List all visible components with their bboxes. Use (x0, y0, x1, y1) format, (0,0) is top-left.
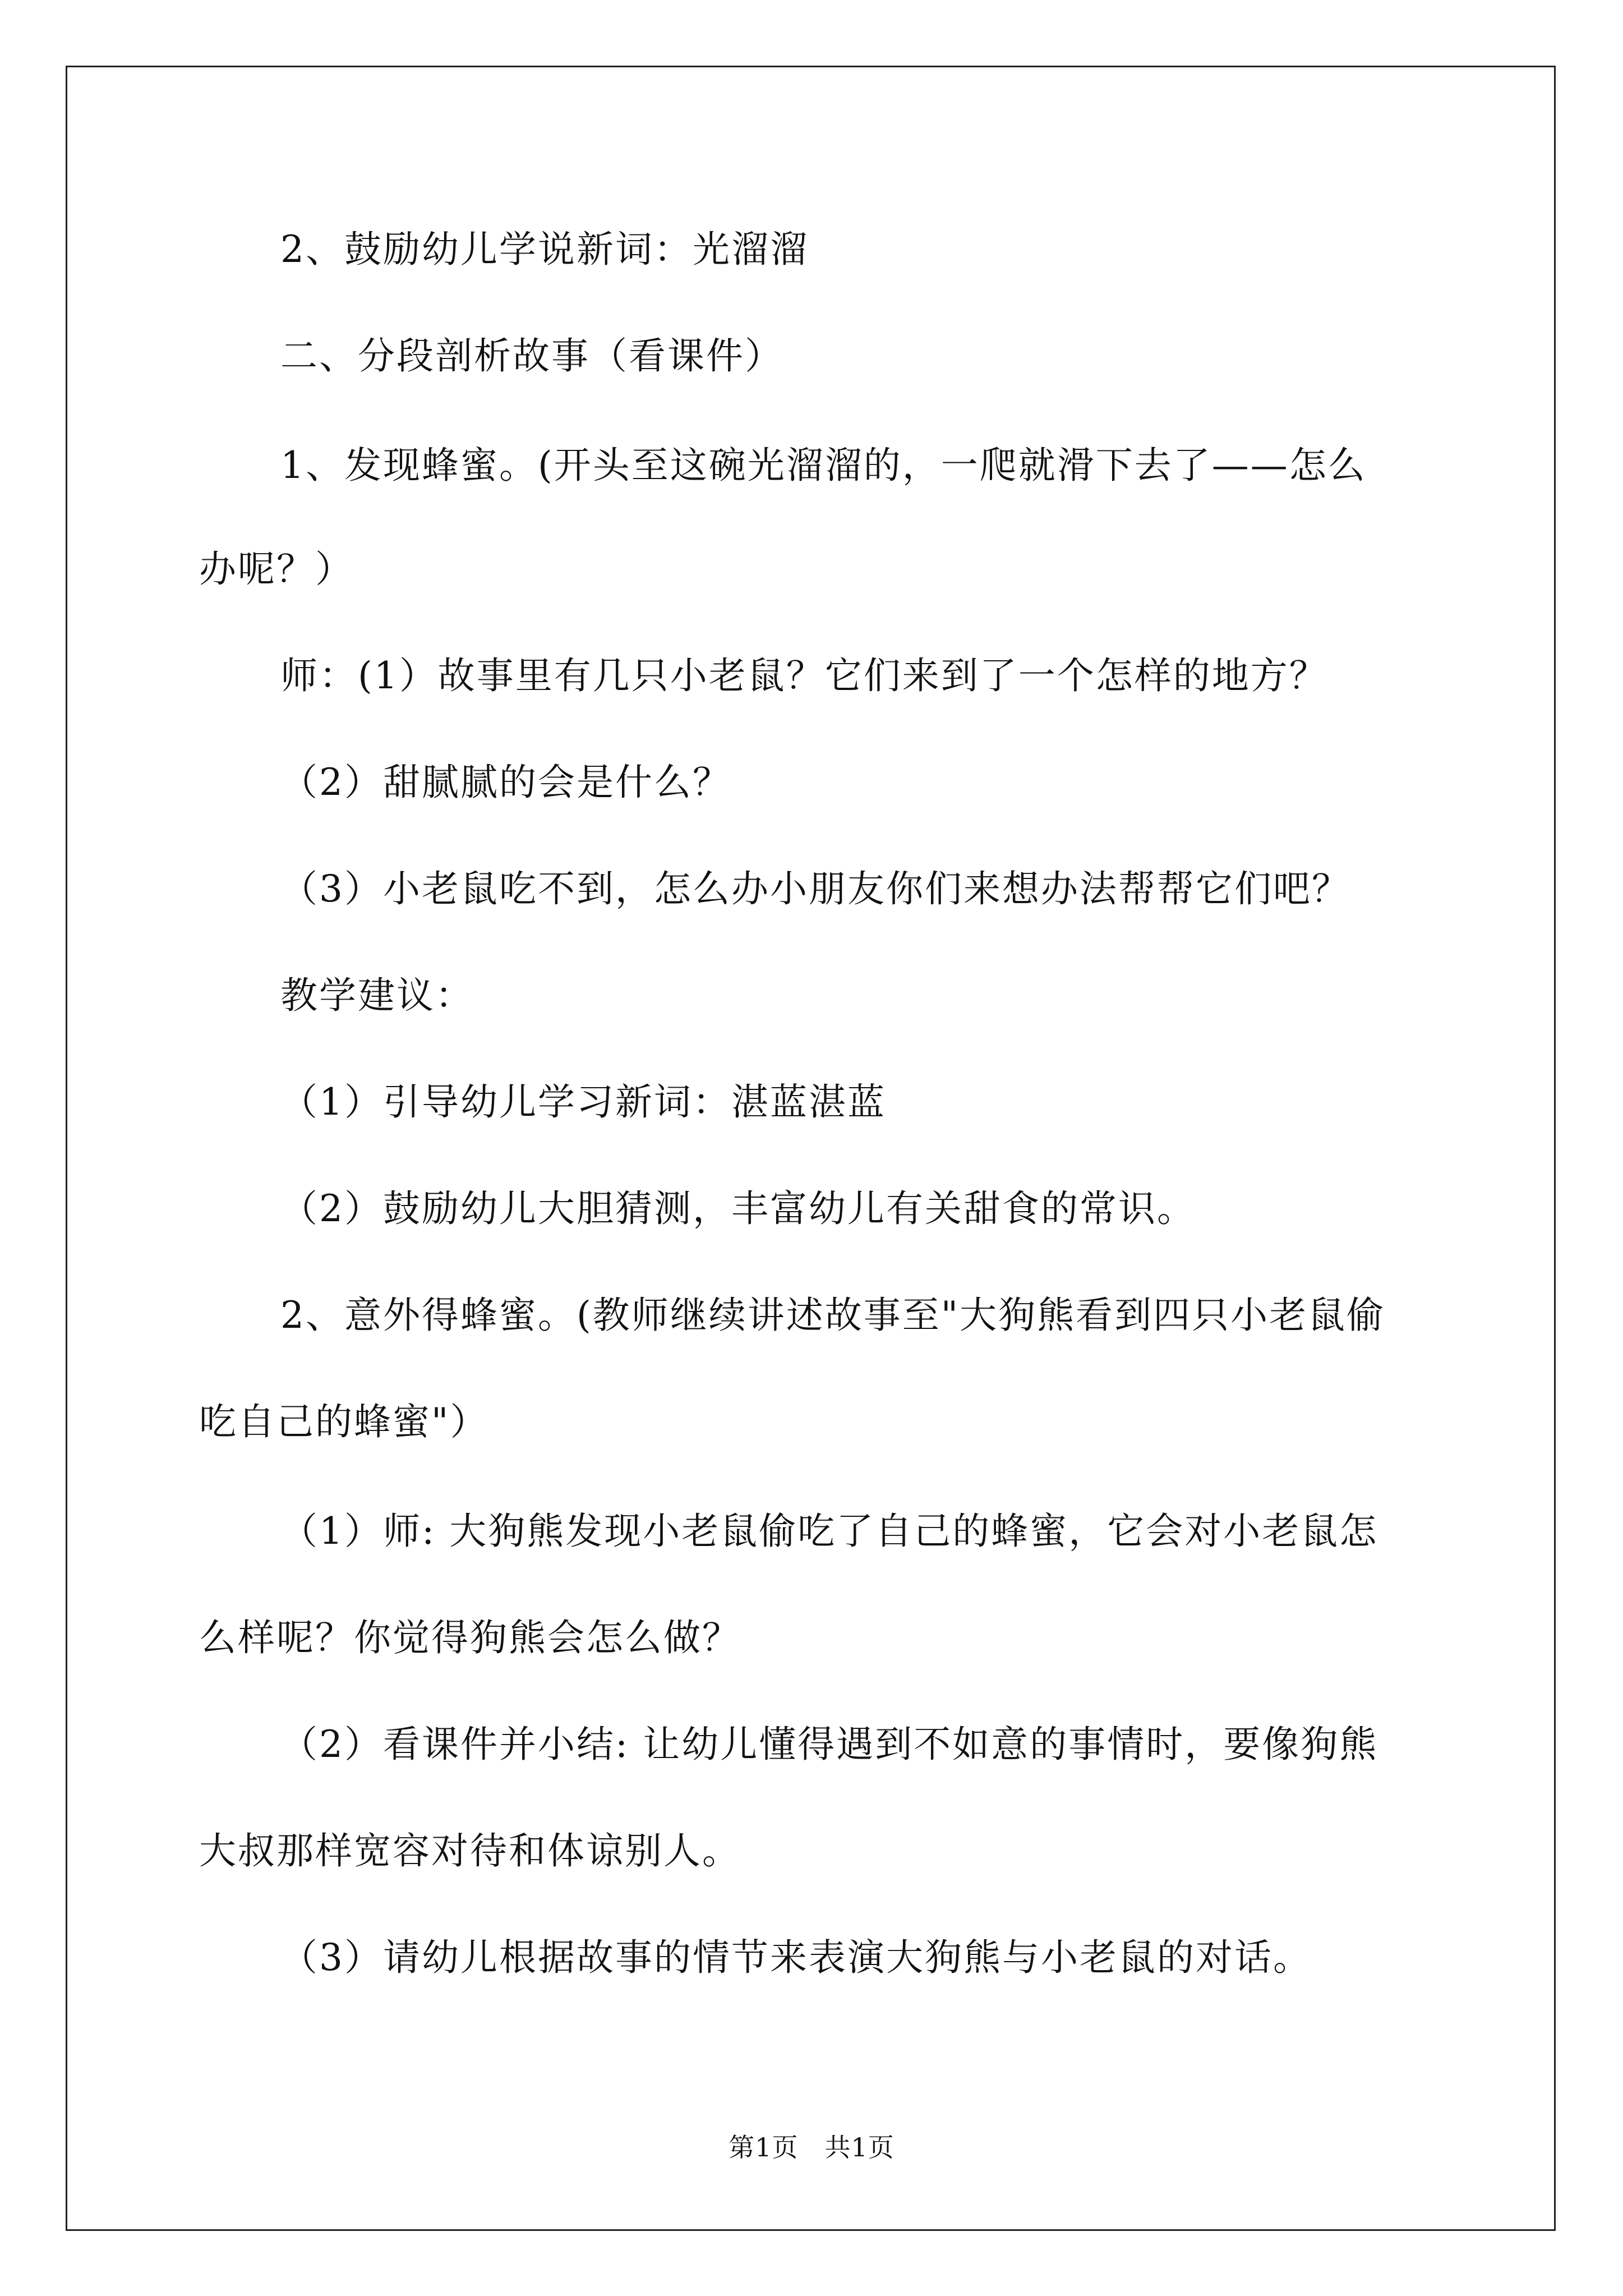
paragraph-line: 1、发现蜂蜜。(开头至这碗光溜溜的，一爬就滑下去了——怎么 (280, 444, 1367, 487)
paragraph-line: 师：(1）故事里有几只小老鼠？它们来到了一个怎样的地方？ (280, 654, 1328, 697)
paragraph-line: 教学建议： (280, 974, 474, 1017)
paragraph-line: 2、鼓励幼儿学说新词：光溜溜 (280, 228, 809, 271)
paragraph-line: 2、意外得蜂蜜。(教师继续讲述故事至"大狗熊看到四只小老鼠偷 (280, 1294, 1386, 1337)
paragraph-line: 么样呢？你觉得狗熊会怎么做？ (199, 1616, 741, 1659)
paragraph-line: 吃自己的蜂蜜"） (199, 1400, 489, 1443)
paragraph-line: 大叔那样宽容对待和体谅别人。 (199, 1829, 741, 1872)
paragraph-line: （2）甜腻腻的会是什么？ (280, 761, 731, 804)
page-footer: 第1页 共1页 (728, 2132, 895, 2162)
paragraph-line: 办呢？） (199, 547, 354, 591)
paragraph-line: （2）看课件并小结: 让幼儿懂得遇到不如意的事情时，要像狗熊 (280, 1723, 1378, 1766)
section-heading: 二、分段剖析故事（看课件） (280, 334, 783, 378)
page-border (66, 66, 1556, 2231)
paragraph-line: （2）鼓励幼儿大胆猜测，丰富幼儿有关甜食的常识。 (280, 1187, 1196, 1230)
paragraph-line: （1）师: 大狗熊发现小老鼠偷吃了自己的蜂蜜，它会对小老鼠怎 (280, 1510, 1378, 1553)
paragraph-line: （1）引导幼儿学习新词：湛蓝湛蓝 (280, 1080, 886, 1124)
paragraph-line: （3）小老鼠吃不到，怎么办小朋友你们来想办法帮帮它们吧？ (280, 867, 1350, 910)
paragraph-line: （3）请幼儿根据故事的情节来表演大狗熊与小老鼠的对话。 (280, 1936, 1312, 1979)
